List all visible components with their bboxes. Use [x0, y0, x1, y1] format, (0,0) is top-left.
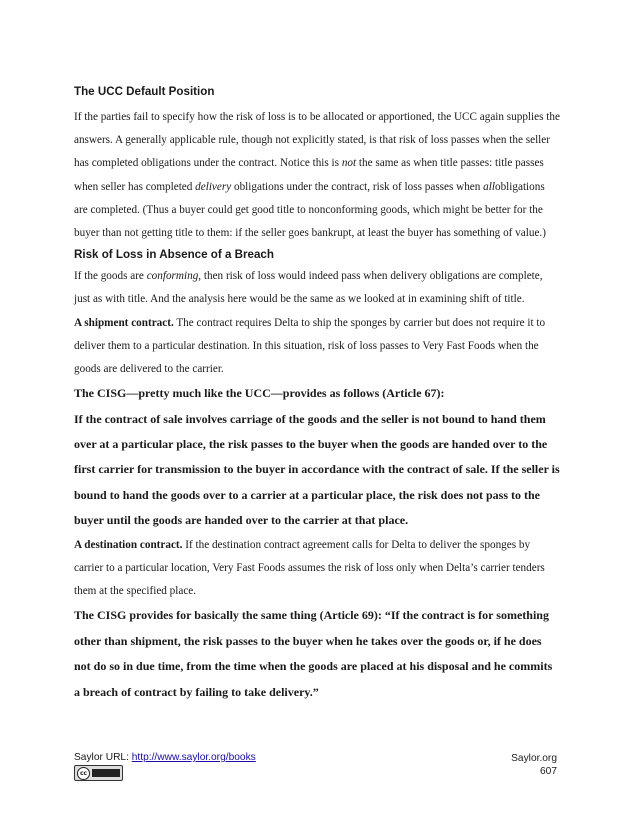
- p1-text-d: obligations are completed. (Thus a buyer could get good title to nonconforming goods, which might be better for the buyer than not getting title to them: if the seller goes bankrupt, at least the buyer has something of value.): [74, 180, 546, 240]
- page-content: [74, 82, 560, 705]
- paragraph-cisg-article-69: The CISG provides for basically the same thing (Article 69): “If the contract is for something other than shipment, the risk passes to the buyer when he takes over the goods or, if he does not do so in due time, from the time when the goods are placed at his disposal and he commits a breach of contract by failing to take delivery.”: [74, 608, 553, 699]
- cc-license-bar: [92, 769, 120, 777]
- footer-left: [74, 752, 256, 781]
- creative-commons-license-icon: [74, 765, 123, 781]
- page-number: 607: [540, 766, 557, 777]
- p1-text-b: the same as when title passes: title passes when seller has completed: [74, 157, 544, 193]
- p2-emphasis-conforming: conforming: [146, 270, 199, 283]
- p1-emphasis-not: not: [341, 157, 357, 170]
- paragraph-cisg-article-67-quote: If the contract of sale involves carriage of the goods and the seller is not bound to hand them over at a particular place, the risk passes to the buyer when the goods are handed over to the first carrier for transmission to the buyer in accordance with the contract of sale. If the seller is bound to hand the goods over to a carrier at a particular place, the risk does not pass to the buyer until the goods are handed over to the carrier at that place.: [74, 411, 560, 528]
- section-heading-ucc-default: The UCC Default Position: [74, 85, 215, 98]
- p2-text-b: , then risk of loss would indeed pass when delivery obligations are complete, just as with title. And the analysis here would be the same as we looked at in examining shift of title.: [74, 270, 543, 306]
- shipment-contract-text: The contract requires Delta to ship the sponges by carrier but does not require it to deliver them to a particular destination. In this situation, risk of loss passes to Very Fast Foods when the goods are delivered to the carrier.: [74, 316, 546, 376]
- destination-contract-text: If the destination contract agreement calls for Delta to deliver the sponges by carrier to a particular location, Very Fast Foods assumes the risk of loss only when Delta’s carrier tenders them at the specified place.: [74, 538, 545, 598]
- p2-text-a: If the goods are: [74, 270, 147, 283]
- footer-url-link[interactable]: http://www.saylor.org/books: [131, 752, 256, 763]
- shipment-contract-label: A shipment contract.: [74, 316, 174, 329]
- footer-site: Saylor.org: [511, 753, 557, 764]
- p1-emphasis-delivery: delivery: [195, 180, 232, 193]
- footer-url-line: [74, 752, 256, 763]
- p1-text-a: If the parties fail to specify how the risk of loss is to be allocated or apportioned, the UCC again supplies the answers. A generally applicable rule, though not explicitly stated, is that risk of loss passes when the seller has completed obligations under the contract. Notice this is: [74, 111, 560, 170]
- cc-logo-icon: cc: [77, 767, 90, 780]
- destination-contract-label: A destination contract.: [74, 538, 183, 551]
- paragraph-cisg-article-67-intro: The CISG—pretty much like the UCC—provides as follows (Article 67):: [74, 386, 445, 401]
- p1-emphasis-all: all: [483, 180, 495, 193]
- paragraph-ucc-default: [74, 106, 560, 245]
- paragraph-shipment-contract: [74, 312, 560, 382]
- footer-url-label: Saylor URL:: [74, 752, 132, 763]
- p1-text-c: obligations under the contract, risk of loss passes when: [231, 180, 484, 193]
- section-heading-risk-of-loss: Risk of Loss in Absence of a Breach: [74, 248, 274, 262]
- footer-right: [511, 752, 557, 778]
- paragraph-conforming-goods: [74, 265, 560, 311]
- paragraph-destination-contract: [74, 534, 560, 604]
